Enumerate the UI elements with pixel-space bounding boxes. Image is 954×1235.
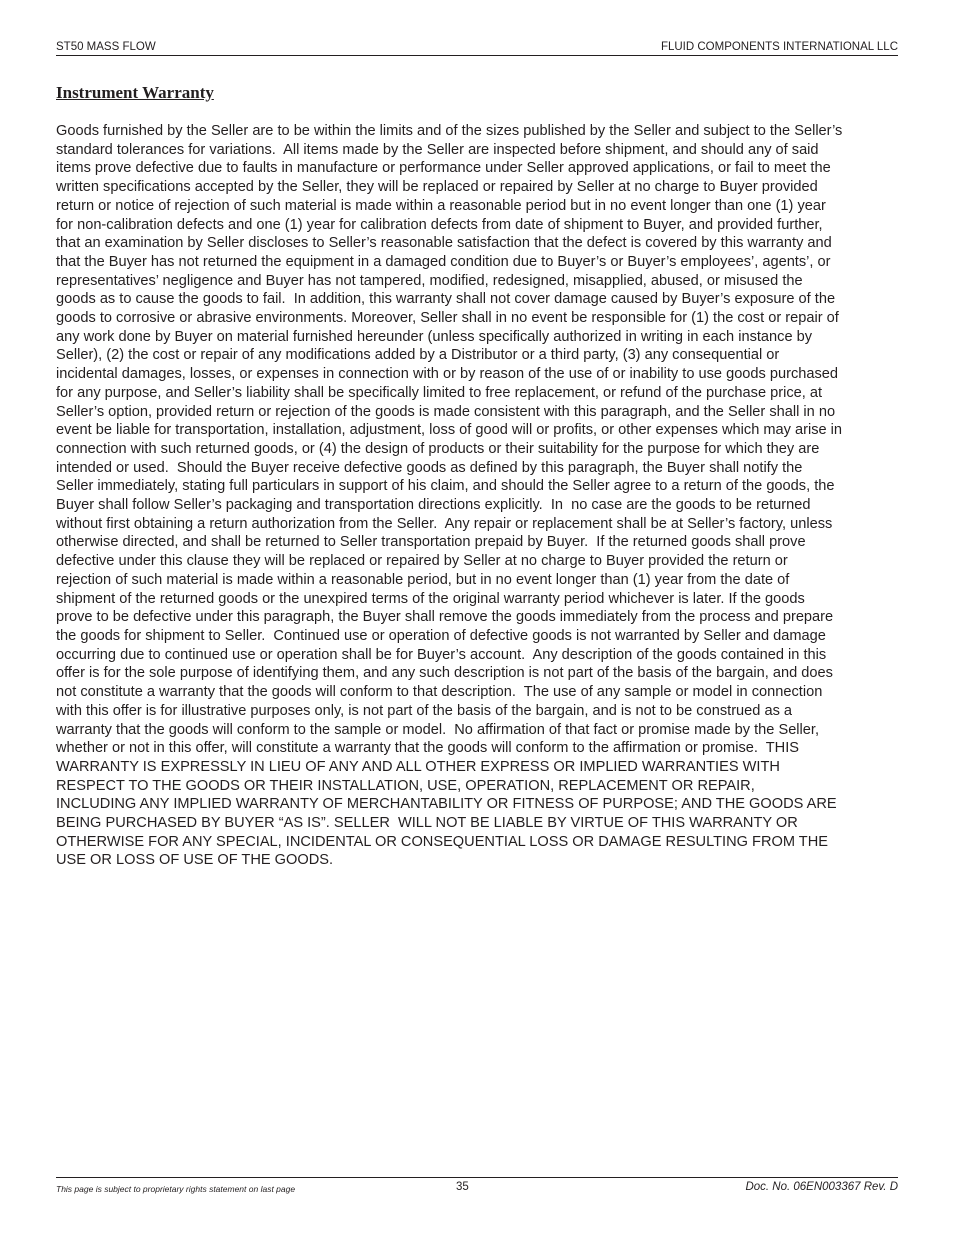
warranty-paragraph [56, 122, 898, 870]
paragraph-line: any work done by Buyer on material furnished hereunder (unless specifically authorized in writing in each instance by [56, 328, 813, 345]
paragraph-line: warranty that the goods will conform to the sample or model. No affirmation of that fact or promise made by the Seller, [56, 721, 820, 738]
paragraph-line: INCLUDING ANY IMPLIED WARRANTY OF MERCHANTABILITY OR FITNESS OF PURPOSE; AND THE GOODS ARE [56, 796, 837, 813]
paragraph-line: event be liable for transportation, installation, adjustment, loss of good will or profits, or other expenses which may arise in [56, 422, 843, 439]
paragraph-line: rejection of such material is made within a reasonable period, but in no event longer than (1) year from the date of [56, 571, 790, 588]
paragraph-line: written specifications accepted by the Seller, they will be replaced or repaired by Seller at no charge to Buyer provided [56, 179, 818, 196]
paragraph-line: with this offer is for illustrative purposes only, is not part of the basis of the bargain, and is not to be construed as a [56, 702, 793, 719]
document-number: Doc. No. 06EN003367 Rev. D [745, 1181, 898, 1193]
paragraph-line: occurring due to continued use or operation shall be for Buyer’s account. Any description of the goods contained in this [56, 646, 827, 663]
paragraph-line: return or notice of rejection of such material is made within a reasonable period but in no event longer than one (1) year [56, 197, 826, 214]
paragraph-line: Buyer shall follow Seller’s packaging and transportation directions explicitly. In no case are the goods to be returned [56, 497, 811, 514]
section-title: Instrument Warranty [56, 83, 214, 102]
paragraph-line: prove to be defective under this paragraph, the Buyer shall remove the goods immediately from the process and prepare [56, 609, 834, 626]
page-footer [56, 1177, 898, 1198]
paragraph-line: defective under this clause they will be replaced or repaired by Seller at no charge to Buyer provided the return or [56, 553, 788, 570]
paragraph-line: not constitute a warranty that the goods will conform to that description. The use of any sample or model in connection [56, 684, 823, 701]
paragraph-line: offer is for the sole purpose of identifying them, and any such description is not part of the basis of the bargain, and does [56, 665, 833, 682]
paragraph-line: that an examination by Seller discloses to Seller’s reasonable satisfaction that the defect is covered by this warranty and [56, 235, 832, 252]
page-header [56, 40, 898, 56]
paragraph-line: intended or used. Should the Buyer receive defective goods as defined by this paragraph, the Buyer shall notify the [56, 459, 803, 476]
header-company-name: FLUID COMPONENTS INTERNATIONAL LLC [660, 41, 898, 53]
paragraph-line: incidental damages, losses, or expenses in connection with or by reason of the use of or inability to use goods purchased [56, 366, 839, 383]
paragraph-line: goods to corrosive or abrasive environments. Moreover, Seller shall in no event be responsible for (1) the cost or repair of [56, 310, 839, 327]
paragraph-line: items prove defective due to faults in manufacture or performance under Seller approved applications, or fail to meet the [56, 160, 831, 177]
paragraph-line: standard tolerances for variations. All items made by the Seller are inspected before shipment, and should any of said [56, 141, 819, 158]
paragraph-line: BEING PURCHASED BY BUYER “AS IS”. SELLER WILL NOT BE LIABLE BY VIRTUE OF THIS WARRANTY OR [56, 815, 798, 832]
paragraph-line: Seller’s option, provided return or rejection of the goods is made consistent with this paragraph, and the Seller shall in no [56, 403, 836, 420]
paragraph-line: that the Buyer has not returned the equipment in a damaged condition due to Buyer’s or Buyer’s employees’, agents’, or [56, 253, 831, 270]
paragraph-line: shipment of the returned goods or the unexpired terms of the original warranty period whichever is later. If the goods [56, 590, 805, 607]
paragraph-line: representatives’ negligence and Buyer has not tampered, modified, redesigned, misapplied, abused, or misused the [56, 272, 803, 289]
paragraph-line: connection with such returned goods, or (4) the design of products or their suitability for the purpose for which they are [56, 440, 820, 457]
paragraph-line: otherwise directed, and shall be returned to Seller transportation prepaid by Buyer. If the returned goods shall prove [56, 534, 806, 551]
paragraph-line: whether or not in this offer, will constitute a warranty that the goods will conform to the affirmation or promise. THIS [56, 740, 800, 757]
paragraph-line: OTHERWISE FOR ANY SPECIAL, INCIDENTAL OR CONSEQUENTIAL LOSS OR DAMAGE RESULTING FROM THE [56, 833, 828, 850]
paragraph-line: USE OR LOSS OF USE OF THE GOODS. [56, 852, 334, 869]
paragraph-line: without first obtaining a return authorization from the Seller. Any repair or replacement shall be at Seller’s factory, unless [56, 515, 833, 532]
paragraph-line: for any purpose, and Seller’s liability shall be specifically limited to free replacement, or refund of the purchase price, at [56, 384, 823, 401]
paragraph-line: goods as to cause the goods to fail. In addition, this warranty shall not cover damage caused by Buyer’s exposure of the [56, 291, 836, 308]
page-number: 35 [456, 1181, 469, 1193]
paragraph-line: Seller immediately, stating full particulars in support of his claim, and should the Seller agree to a return of the goods, the [56, 478, 835, 495]
footer-proprietary-note: This page is subject to proprietary rights statement on last page [56, 1184, 296, 1194]
paragraph-line: for non-calibration defects and one (1) year for calibration defects from date of shipment to Buyer, and provided further, [56, 216, 823, 233]
header-product-name: ST50 MASS FLOW [56, 41, 156, 53]
paragraph-line: the goods for shipment to Seller. Continued use or operation of defective goods is not warranted by Seller and damage [56, 627, 826, 644]
paragraph-line: RESPECT TO THE GOODS OR THEIR INSTALLATION, USE, OPERATION, REPLACEMENT OR REPAIR, [56, 777, 755, 794]
paragraph-line: WARRANTY IS EXPRESSLY IN LIEU OF ANY AND ALL OTHER EXPRESS OR IMPLIED WARRANTIES WITH [56, 758, 780, 775]
paragraph-line: Seller), (2) the cost or repair of any modifications added by a Distributor or a third party, (3) any consequential or [56, 347, 780, 364]
paragraph-line: Goods furnished by the Seller are to be within the limits and of the sizes published by the Seller and subject to the Seller’s [56, 123, 843, 139]
